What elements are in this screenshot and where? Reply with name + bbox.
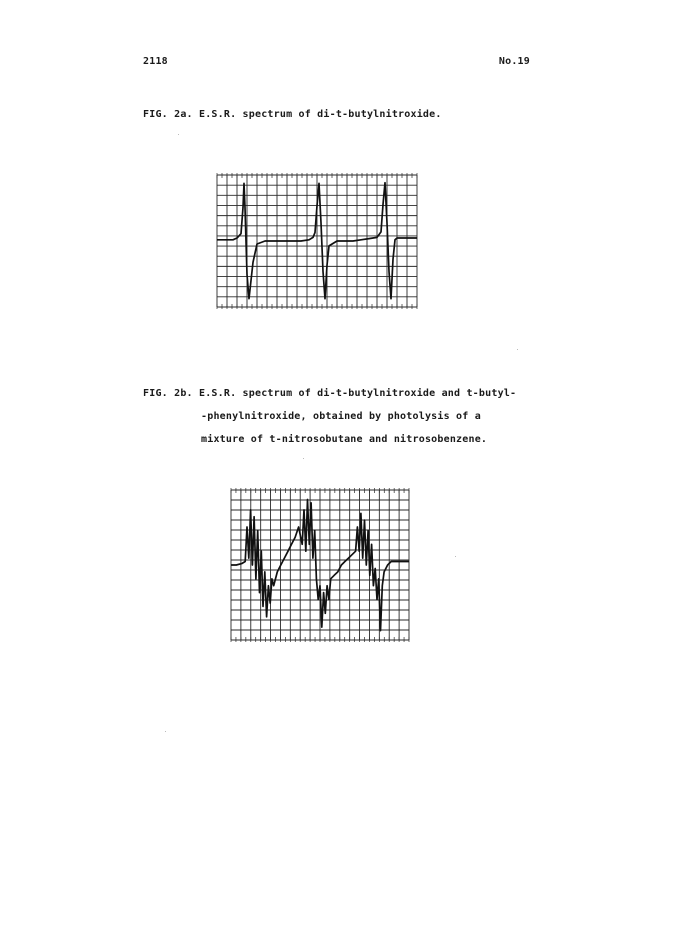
paper-speck	[517, 349, 518, 350]
page-number: 2118	[143, 56, 168, 67]
figure-2b-caption-line-3: mixture of t-nitrosobutane and nitrosobenzene.	[201, 434, 488, 445]
graph-paper-grid	[231, 488, 409, 642]
paper-speck	[178, 134, 179, 135]
journal-issue-number: No.19	[498, 56, 530, 67]
paper-speck	[165, 731, 166, 732]
figure-2b-caption-line-1: FIG. 2b. E.S.R. spectrum of di-t-butylnitroxide and t-butyl-	[143, 388, 517, 399]
paper-speck	[303, 458, 304, 459]
figure-2a-caption: FIG. 2a. E.S.R. spectrum of di-t-butylnitroxide.	[143, 109, 442, 120]
paper-speck	[455, 556, 456, 557]
figure-2b-caption-line-2: -phenylnitroxide, obtained by photolysis of a	[201, 411, 481, 422]
figure-2a-esr-spectrum	[214, 172, 420, 310]
figure-2b-esr-spectrum	[228, 487, 412, 643]
